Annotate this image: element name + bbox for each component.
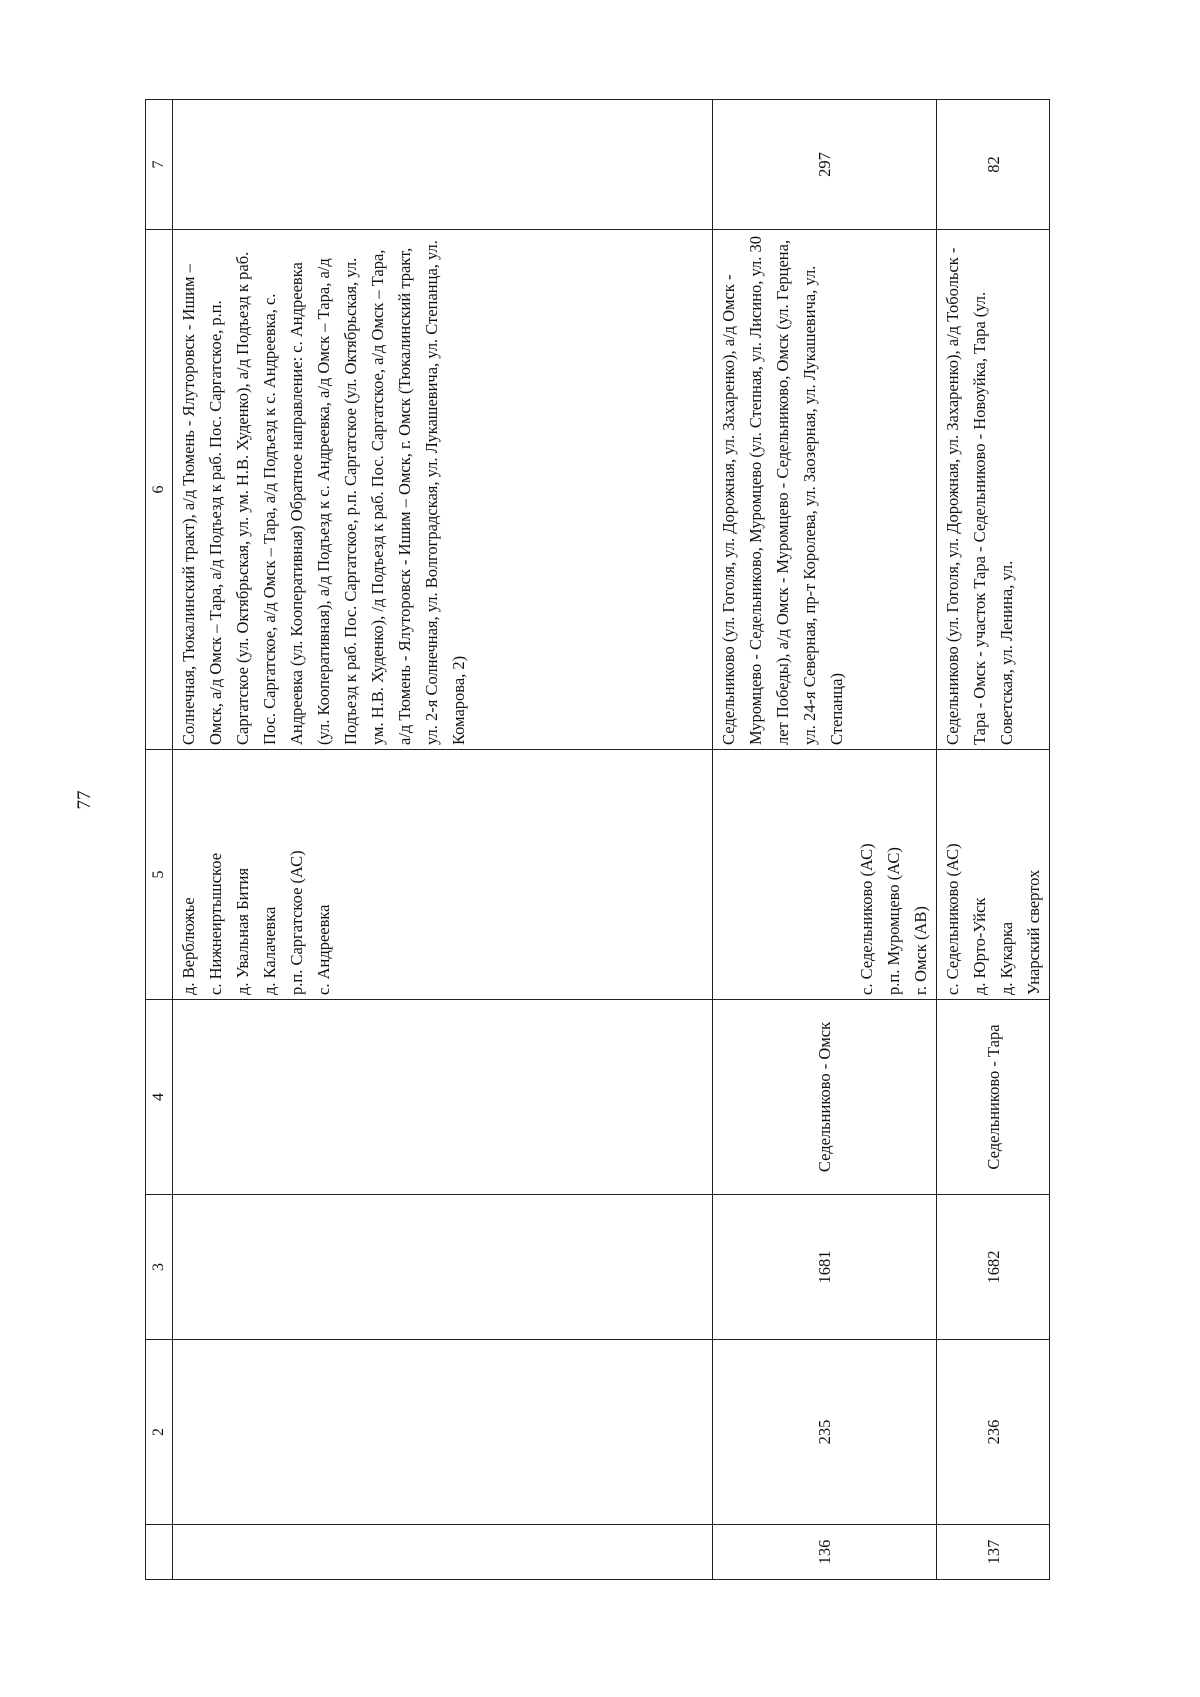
cell-stops bbox=[713, 750, 937, 1000]
stop-item: д. Калачевка bbox=[260, 906, 279, 995]
table-row bbox=[713, 100, 937, 1580]
table-row bbox=[173, 100, 713, 1580]
stop-item: д. Юрто-Уйск bbox=[970, 897, 989, 995]
rotated-table-container bbox=[145, 100, 1065, 1580]
routes-table bbox=[145, 99, 1050, 1580]
stop-item: с. Андреевка bbox=[314, 904, 333, 995]
cell-streets: Солнечная, Тюкалинский тракт), а/д Тюмень - Ялуторовск - Ишим – Омск, а/д Омск – Тара, а/д Подъезд к раб. Пос. Саргатское, р.п. Саргатское (ул. Октябрьская, ул. ум. Н.В. Худенко), а/д Подъезд к раб. Пос. Саргатское, а/д Омск – Тара, а/д Подъезд к с. Андреевка, с. Андреевка (ул. Кооперативная) Обратное направление: с. Андреевка (ул. Кооперативная), а/д Подъезд к с. Андреевка, а/д Омск – Тара, а/д Подъезд к раб. Пос. Саргатское, р.п. Саргатское (ул. Октябрьская, ул. ум. Н.В. Худенко), /д Подъезд к раб. Пос. Саргатское, а/д Омск – Тара, а/д Тюмень - Ялуторовск - Ишим – Омск, г. Омск (Тюкалинский тракт, ул. 2-я Солнечная, ул. Волгоградская, ул. Лукашевича, ул. Степанца, ул. Комарова, 2) bbox=[173, 230, 713, 750]
cell-no: 136 bbox=[713, 1525, 937, 1580]
cell-route-no: 1681 bbox=[713, 1195, 937, 1340]
column-header-4: 4 bbox=[146, 1000, 173, 1195]
cell-route-no: 1682 bbox=[937, 1195, 1050, 1340]
column-header-6: 6 bbox=[146, 230, 173, 750]
stop-item: с. Седельниково (АС) bbox=[943, 843, 962, 995]
stop-item: г. Омск (АВ) bbox=[911, 906, 930, 995]
stop-item: д. Увальная Бития bbox=[233, 867, 252, 995]
cell-length bbox=[173, 100, 713, 230]
stop-item: с. Седельниково (АС) bbox=[857, 843, 876, 995]
column-header-1 bbox=[146, 1525, 173, 1580]
cell-reg: 236 bbox=[937, 1340, 1050, 1525]
stop-item: д. Верблюжье bbox=[179, 897, 198, 995]
column-header-3: 3 bbox=[146, 1195, 173, 1340]
cell-no: 137 bbox=[937, 1525, 1050, 1580]
cell-route-no bbox=[173, 1195, 713, 1340]
column-header-7: 7 bbox=[146, 100, 173, 230]
cell-length: 297 bbox=[713, 100, 937, 230]
cell-streets: Седельниково (ул. Гоголя, ул. Дорожная, ул. Захаренко), а/д Омск - Муромцево - Седельниково, Муромцево (ул. Степная, ул. Лисино, ул. 30 лет Победы), а/д Омск - Муромцево - Седельниково, Омск (ул. Герцена, ул. 24-я Северная, пр-т Королева, ул. Заозерная, ул. Лукашевича, ул. Степанца) bbox=[713, 230, 937, 750]
column-header-2: 2 bbox=[146, 1340, 173, 1525]
cell-route-name bbox=[173, 1000, 713, 1195]
stop-item: р.п. Саргатское (АС) bbox=[287, 850, 306, 995]
cell-no bbox=[173, 1525, 713, 1580]
table-region bbox=[145, 100, 1065, 1580]
cell-length: 82 bbox=[937, 100, 1050, 230]
stop-item: Унарский свертох bbox=[1024, 869, 1043, 995]
page-number: 77 bbox=[74, 790, 95, 810]
cell-stops bbox=[937, 750, 1050, 1000]
stop-item: р.п. Муромцево (АС) bbox=[884, 847, 903, 995]
cell-route-name: Седельниково - Тара bbox=[937, 1000, 1050, 1195]
column-header-5: 5 bbox=[146, 750, 173, 1000]
header-row bbox=[146, 100, 173, 1580]
cell-route-name: Седельниково - Омск bbox=[713, 1000, 937, 1195]
cell-streets: Седельниково (ул. Гоголя, ул. Дорожная, ул. Захаренко), а/д Тобольск - Тара - Омск - участок Тара - Седельниково - Новоуйка, Тара (ул. Советская, ул. Ленина, ул. bbox=[937, 230, 1050, 750]
cell-reg bbox=[173, 1340, 713, 1525]
stop-item: с. Нижнеиртышское bbox=[206, 852, 225, 995]
cell-reg: 235 bbox=[713, 1340, 937, 1525]
cell-stops bbox=[173, 750, 713, 1000]
stop-item: д. Кукарка bbox=[997, 921, 1016, 995]
table-row bbox=[937, 100, 1050, 1580]
